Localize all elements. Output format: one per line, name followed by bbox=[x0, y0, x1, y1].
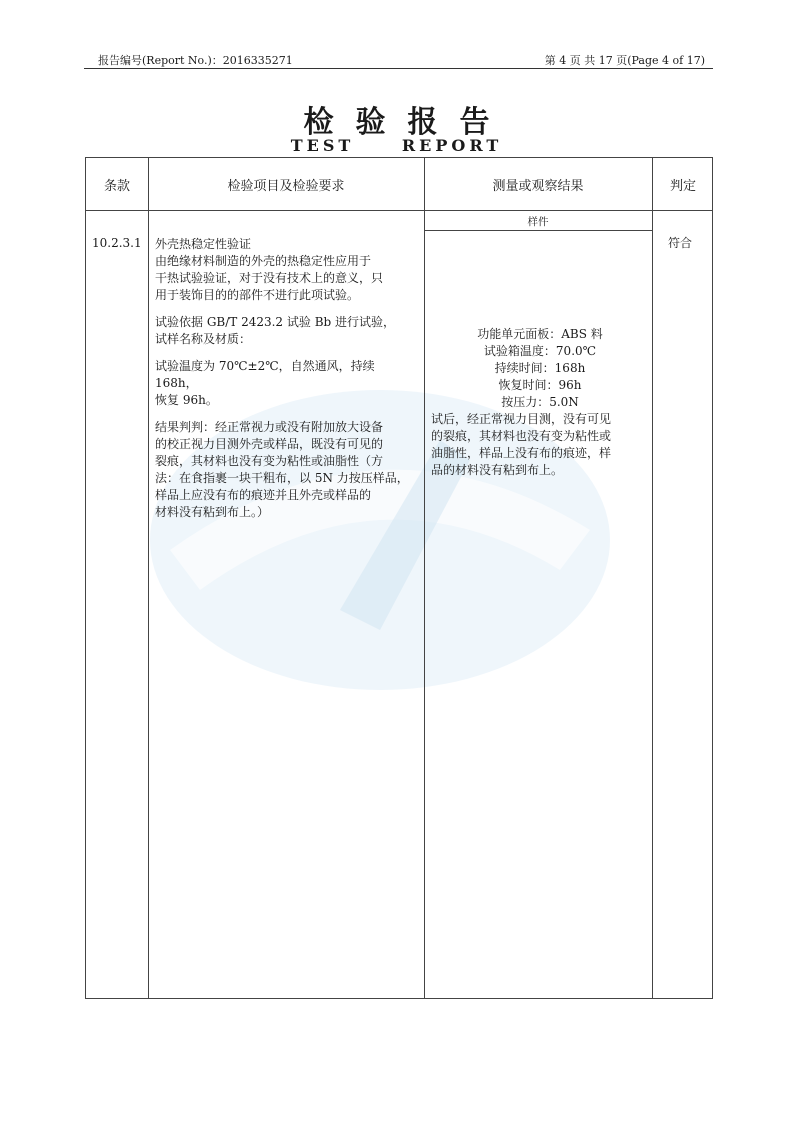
requirement-text bbox=[155, 236, 420, 531]
obs-result-line: 试后，经正常视力目测，没有可见 bbox=[431, 412, 612, 426]
obs-result-line: 油脂性，样品上没有布的痕迹，样 bbox=[431, 446, 612, 460]
obs-duration: 持续时间：168h bbox=[494, 361, 586, 375]
page-number: 第 4 页 共 17 页(Page 4 of 17) bbox=[544, 54, 705, 67]
report-title-en: TEST REPORT bbox=[290, 136, 503, 155]
column-header-result: 测量或观察结果 bbox=[492, 178, 584, 194]
sample-divider bbox=[424, 230, 652, 231]
verdict: 符合 bbox=[668, 236, 693, 250]
requirement-paragraph: 结果判判：经正常视力或没有附加放大设备 的校正视力目测外壳或样品，既没有可见的 裂痕，其材料也没有变为粘性或油脂性（方 法：在食指裹一块干粗布，以 5N 力按压样品， 样品上应没有布的痕迹并且外壳或样品的 材料没有粘到布上。） bbox=[155, 420, 409, 519]
requirement-paragraph: 试验温度为 70℃±2℃，自然通风，持续 168h， 恢复 96h。 bbox=[155, 359, 375, 407]
observation-text bbox=[431, 326, 649, 479]
report-header bbox=[84, 48, 713, 69]
column-header-requirement: 检验项目及检验要求 bbox=[227, 178, 345, 194]
clause-number: 10.2.3.1 bbox=[92, 236, 142, 250]
requirement-title: 外壳热稳定性验证 bbox=[155, 237, 252, 251]
sample-label: 样件 bbox=[527, 216, 549, 228]
obs-pressure: 按压力：5.0N bbox=[501, 395, 579, 409]
requirement-paragraph: 由绝缘材料制造的外壳的热稳定性应用于 干热试验验证，对于没有技术上的意义，只 用于装饰目的的部件不进行此项试验。 bbox=[155, 254, 384, 302]
obs-recovery: 恢复时间：96h bbox=[498, 378, 582, 392]
test-table bbox=[85, 157, 713, 999]
obs-panel: 功能单元面板：ABS 料 bbox=[477, 327, 603, 341]
requirement-paragraph: 试验依据 GB/T 2423.2 试验 Bb 进行试验， 试样名称及材质： bbox=[155, 315, 396, 346]
obs-result-line: 品的材料没有粘到布上。 bbox=[431, 463, 564, 477]
column-header-clause: 条款 bbox=[103, 178, 130, 194]
obs-result-line: 的裂痕，其材料也没有变为粘性或 bbox=[431, 429, 612, 443]
obs-temperature: 试验箱温度：70.0℃ bbox=[483, 344, 597, 358]
column-header-verdict: 判定 bbox=[669, 178, 696, 194]
report-number: 报告编号(Report No.)：2016335271 bbox=[98, 54, 293, 67]
report-title-cn: 检验报告 bbox=[303, 105, 512, 140]
